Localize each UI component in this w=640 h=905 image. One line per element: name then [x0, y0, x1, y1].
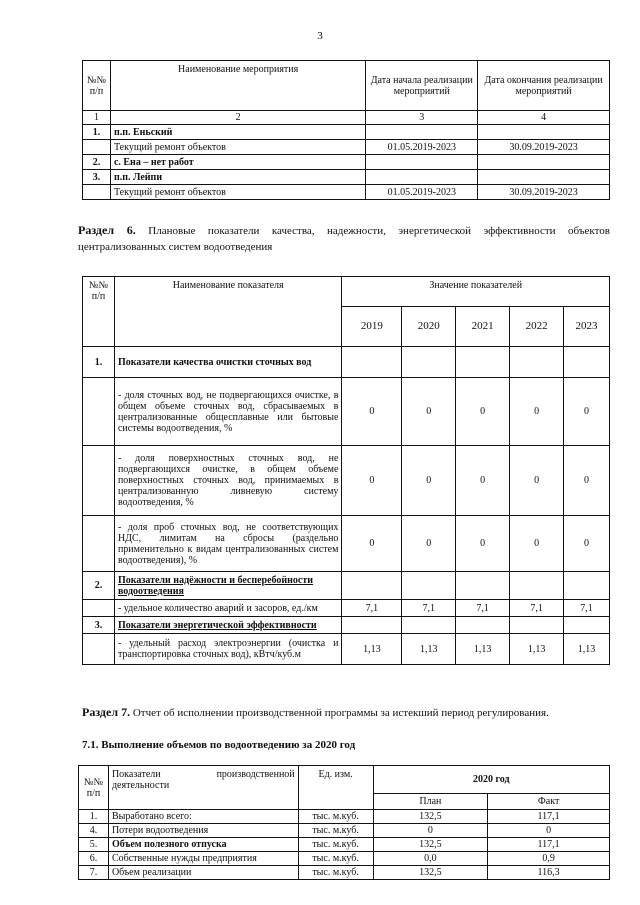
group-title: Показатели энергетической эффективности: [114, 617, 341, 634]
row-num: 1.: [83, 125, 111, 140]
header-plan: План: [373, 794, 488, 810]
year-header: 2023: [564, 307, 610, 347]
table-row: [79, 852, 610, 866]
indicator-value: 1,13: [456, 634, 510, 665]
row-plan: 132,5: [373, 866, 488, 880]
indicator-value: 0: [342, 516, 402, 572]
row-plan: 0: [373, 824, 488, 838]
row-unit: тыс. м.куб.: [298, 838, 373, 852]
indicators-table: [82, 276, 610, 665]
section-6-heading: [78, 222, 610, 255]
table-row: [79, 810, 610, 824]
header-fact: Факт: [488, 794, 610, 810]
row-plan: 132,5: [373, 810, 488, 824]
column-number: 2: [110, 111, 365, 125]
row-name: с. Ена – нет работ: [110, 155, 365, 170]
indicator-value: 0: [564, 516, 610, 572]
row-num: 6.: [79, 852, 109, 866]
header-end-date: Дата окончания реализации мероприятий: [478, 61, 610, 111]
row-start: [366, 155, 478, 170]
indicator-name: - доля сточных вод, не подвергающихся очистке, в общем объеме сточных вод, сбрасываемых в централизованные общесплавные или бытовые системы водоотведения, %: [114, 378, 341, 446]
indicator-value: 0: [402, 378, 456, 446]
column-number: 4: [478, 111, 610, 125]
row-name: Собственные нужды предприятия: [108, 852, 298, 866]
indicator-value: 7,1: [402, 600, 456, 617]
row-name: Потери водоотведения: [108, 824, 298, 838]
row-end: [478, 170, 610, 185]
row-num: 2.: [83, 155, 111, 170]
indicator-name: - удельное количество аварий и засоров, ед./км: [114, 600, 341, 617]
row-unit: тыс. м.куб.: [298, 824, 373, 838]
row-fact: 0,9: [488, 852, 610, 866]
row-end: 30.09.2019-2023: [478, 185, 610, 200]
header-year: 2020 год: [373, 766, 609, 794]
row-end: 30.09.2019-2023: [478, 140, 610, 155]
row-unit: тыс. м.куб.: [298, 810, 373, 824]
indicator-value: 7,1: [342, 600, 402, 617]
subsection-7-1-heading: 7.1. Выполнение объемов по водоотведению за 2020 год: [82, 739, 356, 751]
indicator-value: 7,1: [456, 600, 510, 617]
year-header: 2021: [456, 307, 510, 347]
indicator-value: 0: [402, 516, 456, 572]
row-start: 01.05.2019-2023: [366, 140, 478, 155]
indicator-name: - доля поверхностных сточных вод, не подвергающихся очистке, в общем объеме поверхностных сточных вод, принимаемых в централизованную ливневую систему водоотведения, %: [114, 446, 341, 516]
section-7-label: Раздел 7.: [82, 705, 131, 719]
table-row: [83, 155, 610, 170]
indicator-value: 0: [456, 378, 510, 446]
volumes-table: [78, 765, 610, 880]
row-num: 7.: [79, 866, 109, 880]
row-plan: 132,5: [373, 838, 488, 852]
indicator-value: 0: [510, 446, 564, 516]
row-start: [366, 125, 478, 140]
table-row: [79, 824, 610, 838]
row-name: Текущий ремонт объектов: [110, 185, 365, 200]
indicator-value: 1,13: [402, 634, 456, 665]
row-unit: тыс. м.куб.: [298, 852, 373, 866]
row-fact: 0: [488, 824, 610, 838]
indicator-value: 0: [510, 516, 564, 572]
row-num: [83, 140, 111, 155]
table-row: [79, 866, 610, 880]
indicator-name: - доля проб сточных вод, не соответствующих НДС, лимитам на сбросы (раздельно применительно к видам централизованных систем водоотведения), %: [114, 516, 341, 572]
table-row: [83, 446, 610, 516]
indicator-value: 0: [456, 516, 510, 572]
row-unit: тыс. м.куб.: [298, 866, 373, 880]
table-row: [83, 185, 610, 200]
header-unit: Ед. изм.: [298, 766, 373, 810]
row-end: [478, 125, 610, 140]
table-row: [83, 516, 610, 572]
row-start: [366, 170, 478, 185]
group-num: 3.: [83, 617, 115, 634]
row-name: п.п. Лейпи: [110, 170, 365, 185]
table-row: [83, 140, 610, 155]
indicator-value: 0: [564, 378, 610, 446]
row-name: п.п. Еньский: [110, 125, 365, 140]
indicator-value: 0: [342, 446, 402, 516]
indicator-value: 0: [456, 446, 510, 516]
indicator-value: 1,13: [564, 634, 610, 665]
row-end: [478, 155, 610, 170]
row-name: Объем полезного отпуска: [108, 838, 298, 852]
group-num: 1.: [83, 347, 115, 378]
page-number: 3: [317, 30, 323, 42]
header-values: Значение показателей: [342, 277, 610, 307]
indicator-value: 0: [342, 378, 402, 446]
row-name: Текущий ремонт объектов: [110, 140, 365, 155]
row-name: Объем реализации: [108, 866, 298, 880]
indicator-value: 1,13: [342, 634, 402, 665]
indicator-value: 1,13: [510, 634, 564, 665]
row-num: [83, 185, 111, 200]
header-num: №№ п/п: [79, 766, 109, 810]
header-num: №№ п/п: [83, 277, 115, 347]
header-activity: Показатели производственной деятельности: [108, 766, 298, 810]
header-indicator-name: Наименование показателя: [114, 277, 341, 347]
row-plan: 0,0: [373, 852, 488, 866]
group-title: Показатели надёжности и бесперебойности водоотведения: [114, 572, 341, 600]
table-row: [83, 634, 610, 665]
row-num: 1.: [79, 810, 109, 824]
header-num: №№ п/п: [83, 61, 111, 111]
table-row: [83, 600, 610, 617]
table-row: [83, 125, 610, 140]
year-header: 2022: [510, 307, 564, 347]
header-activity-name: Наименование мероприятия: [110, 61, 365, 111]
row-fact: 117,1: [488, 810, 610, 824]
header-start-date: Дата начала реализации мероприятий: [366, 61, 478, 111]
group-num: 2.: [83, 572, 115, 600]
year-header: 2019: [342, 307, 402, 347]
row-name: Выработано всего:: [108, 810, 298, 824]
table-row: [83, 378, 610, 446]
row-num: 5.: [79, 838, 109, 852]
year-header: 2020: [402, 307, 456, 347]
row-fact: 117,1: [488, 838, 610, 852]
table-row: [79, 838, 610, 852]
section-7-text: Отчет об исполнении производственной программы за истекший период регулирования.: [132, 707, 549, 719]
section-7-heading: [82, 704, 622, 721]
section-6-label: Раздел 6.: [78, 223, 136, 237]
row-num: 4.: [79, 824, 109, 838]
indicator-value: 0: [402, 446, 456, 516]
row-fact: 116,3: [488, 866, 610, 880]
column-number: 1: [83, 111, 111, 125]
section-6-text: Плановые показатели качества, надежности, энергетической эффективности объектов централизованных систем водоотведения: [78, 225, 610, 253]
activities-table: [82, 60, 610, 200]
table-row: [83, 170, 610, 185]
group-title: Показатели качества очистки сточных вод: [114, 347, 341, 378]
indicator-value: 7,1: [510, 600, 564, 617]
row-start: 01.05.2019-2023: [366, 185, 478, 200]
indicator-value: 0: [564, 446, 610, 516]
row-num: 3.: [83, 170, 111, 185]
indicator-value: 7,1: [564, 600, 610, 617]
column-number: 3: [366, 111, 478, 125]
indicator-value: 0: [510, 378, 564, 446]
indicator-name: - удельный расход электроэнергии (очистка и транспортировка сточных вод), кВтч/куб.м: [114, 634, 341, 665]
